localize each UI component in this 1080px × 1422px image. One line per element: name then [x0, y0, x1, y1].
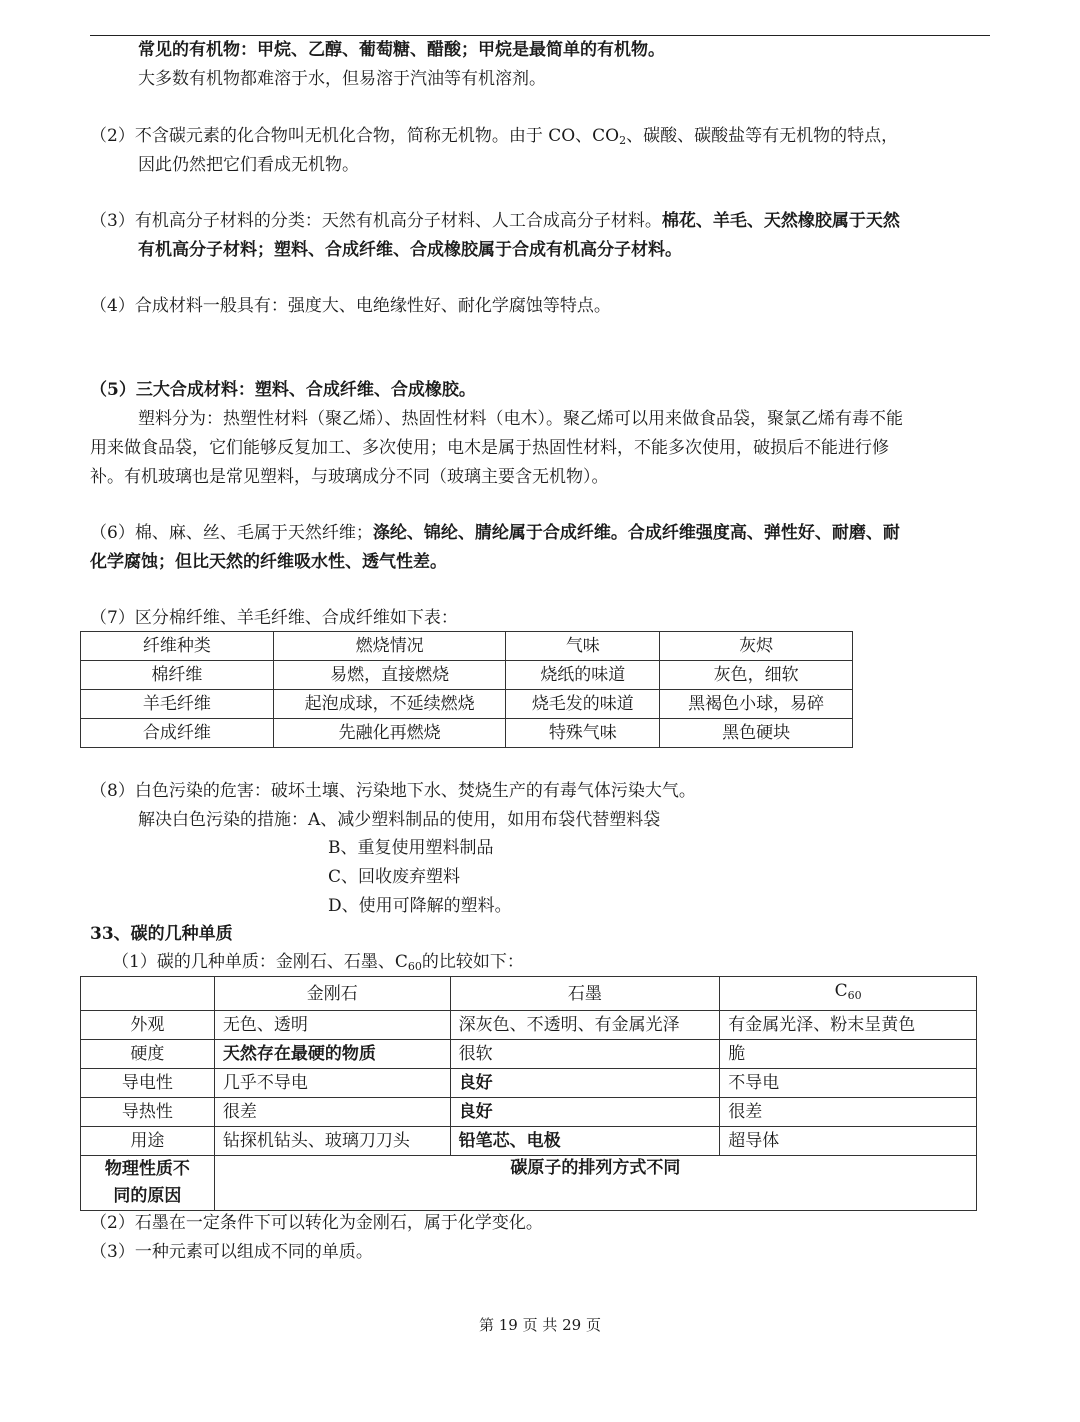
point-6-line-2: 化学腐蚀；但比天然的纤维吸水性、透气性差。	[90, 552, 447, 572]
row-label: 导热性	[81, 1098, 215, 1127]
point-7-line: （7）区分棉纤维、羊毛纤维、合成纤维如下表：	[90, 608, 458, 628]
point-2-line-2: 因此仍然把它们看成无机物。	[138, 155, 359, 175]
table-row	[81, 719, 853, 748]
table-header-row	[81, 977, 977, 1011]
table-header-cell: 灰烬	[660, 632, 853, 661]
reason-cell: 碳原子的排列方式不同	[214, 1156, 976, 1211]
table-cell: 良好	[450, 1098, 720, 1127]
table-cell: 特殊气味	[506, 719, 660, 748]
table-header-cell: 气味	[506, 632, 660, 661]
table-cell: 脆	[720, 1040, 977, 1069]
point-5-line-3: 补。有机玻璃也是常见塑料，与玻璃成分不同（玻璃主要含无机物）。	[90, 467, 609, 487]
section-33-point-1: （1）碳的几种单质：金刚石、石墨、$C_{60}$的比较如下：	[112, 952, 524, 973]
table-cell: 天然存在最硬的物质	[214, 1040, 450, 1069]
table-cell: 烧纸的味道	[506, 661, 660, 690]
table-header-cell: $C_{60}$	[720, 977, 977, 1011]
table-cell: 先融化再燃烧	[273, 719, 506, 748]
row-label: 外观	[81, 1011, 215, 1040]
point-8-line-1: （8）白色污染的危害：破坏土壤、污染地下水、焚烧生产的有毒气体污染大气。	[90, 781, 696, 801]
table-cell: 钻探机钻头、玻璃刀刀头	[214, 1127, 450, 1156]
point-3-line-1: （3）有机高分子材料的分类：天然有机高分子材料、人工合成高分子材料。棉花、羊毛、天然橡胶属于天然	[90, 211, 900, 231]
table-cell: 易燃，直接燃烧	[273, 661, 506, 690]
organic-solubility-line: 大多数有机物都难溶于水，但易溶于汽油等有机溶剂。	[138, 69, 546, 89]
table-row	[81, 1098, 977, 1127]
table-cell: 灰色，细软	[660, 661, 853, 690]
table-cell: 很差	[720, 1098, 977, 1127]
section-33-point-3: （3）一种元素可以组成不同的单质。	[90, 1242, 373, 1262]
point-8-line-2: 解决白色污染的措施：A、减少塑料制品的使用，如用布袋代替塑料袋	[138, 810, 661, 830]
row-label: 硬度	[81, 1040, 215, 1069]
row-label: 导电性	[81, 1069, 215, 1098]
table-cell: 棉纤维	[81, 661, 274, 690]
section-33-point-2: （2）石墨在一定条件下可以转化为金刚石，属于化学变化。	[90, 1213, 543, 1233]
row-label: 用途	[81, 1127, 215, 1156]
point-6-line-1: （6）棉、麻、丝、毛属于天然纤维；涤纶、锦纶、腈纶属于合成纤维。合成纤维强度高、弹性好、耐磨、耐	[90, 523, 900, 543]
table-cell: 烧毛发的味道	[506, 690, 660, 719]
table-cell: 深灰色、不透明、有金属光泽	[450, 1011, 720, 1040]
organic-examples-line: 常见的有机物：甲烷、乙醇、葡萄糖、醋酸；甲烷是最简单的有机物。	[138, 40, 665, 60]
point-5-line-2: 用来做食品袋，它们能够反复加工、多次使用；电木是属于热固性材料，不能多次使用，破损后不能进行修	[90, 438, 889, 458]
table-header-cell: 金刚石	[214, 977, 450, 1011]
table-cell: 很软	[450, 1040, 720, 1069]
table-cell: 起泡成球，不延续燃烧	[273, 690, 506, 719]
point-3-line-2: 有机高分子材料；塑料、合成纤维、合成橡胶属于合成有机高分子材料。	[138, 240, 682, 260]
fiber-comparison-table	[80, 631, 853, 748]
table-header-cell: 石墨	[450, 977, 720, 1011]
table-cell: 黑色硬块	[660, 719, 853, 748]
table-row	[81, 1040, 977, 1069]
point-8-option-b: B、重复使用塑料制品	[328, 838, 494, 858]
table-cell: 不导电	[720, 1069, 977, 1098]
table-row	[81, 661, 853, 690]
table-header-cell	[81, 977, 215, 1011]
table-cell: 羊毛纤维	[81, 690, 274, 719]
table-row	[81, 690, 853, 719]
section-33-title: 33、碳的几种单质	[90, 924, 233, 944]
table-header-cell: 燃烧情况	[273, 632, 506, 661]
table-row	[81, 1156, 977, 1211]
row-label: 物理性质不 同的原因	[81, 1156, 215, 1211]
point-5-title: （5）三大合成材料：塑料、合成纤维、合成橡胶。	[90, 380, 476, 400]
table-row	[81, 1069, 977, 1098]
table-cell: 良好	[450, 1069, 720, 1098]
point-8-option-d: D、使用可降解的塑料。	[328, 896, 512, 916]
point-4-line: （4）合成材料一般具有：强度大、电绝缘性好、耐化学腐蚀等特点。	[90, 296, 611, 316]
table-cell: 很差	[214, 1098, 450, 1127]
table-row	[81, 1011, 977, 1040]
table-cell: 合成纤维	[81, 719, 274, 748]
table-header-row	[81, 632, 853, 661]
table-header-cell: 纤维种类	[81, 632, 274, 661]
table-row	[81, 1127, 977, 1156]
table-cell: 超导体	[720, 1127, 977, 1156]
page-footer: 第 19 页 共 29 页	[478, 1316, 601, 1334]
table-cell: 无色、透明	[214, 1011, 450, 1040]
point-5-line-1: 塑料分为：热塑性材料（聚乙烯）、热固性材料（电木）。聚乙烯可以用来做食品袋，聚氯乙烯有毒不能	[138, 409, 903, 429]
header-rule	[90, 35, 990, 36]
table-cell: 铅笔芯、电极	[450, 1127, 720, 1156]
point-2-line-1: （2）不含碳元素的化合物叫无机化合物，简称无机物。由于 CO、$CO_2$、碳酸、碳酸盐等有无机物的特点，	[90, 126, 899, 147]
carbon-allotropes-table	[80, 976, 977, 1211]
point-8-option-c: C、回收废弃塑料	[328, 867, 461, 887]
table-cell: 黑褐色小球，易碎	[660, 690, 853, 719]
table-cell: 有金属光泽、粉末呈黄色	[720, 1011, 977, 1040]
table-cell: 几乎不导电	[214, 1069, 450, 1098]
